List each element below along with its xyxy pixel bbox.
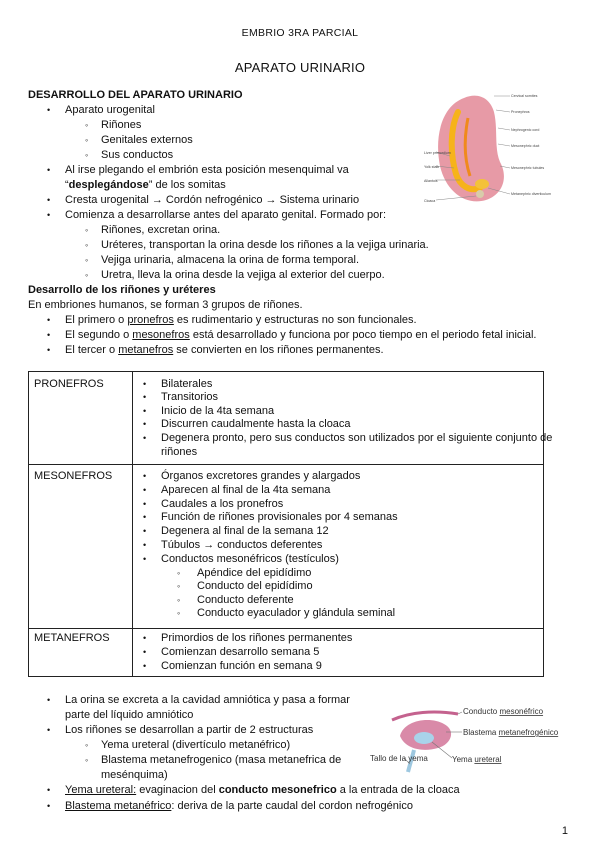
table-cell-item: Comienzan desarrollo semana 5 xyxy=(161,646,320,658)
list-item: El primero o pronefros es rudimentario y estructuras no son funcionales. xyxy=(65,314,417,326)
bullet-icon xyxy=(85,148,88,163)
list-item: Aparato urogenital xyxy=(65,104,155,116)
bullet-icon xyxy=(143,390,151,405)
list-item: Yema ureteral: evaginacion del conducto mesonefrico a la entrada de la cloaca xyxy=(65,784,460,796)
list-item: El tercer o metanefros se convierten en los riñones permanentes. xyxy=(65,344,384,356)
metanephric-diverticulum xyxy=(475,179,489,189)
figure-label: Cervical somites xyxy=(511,94,538,98)
list-item: Blastema metanefrogenico (masa metanefrica de xyxy=(101,754,342,766)
section-intro: En embriones humanos, se forman 3 grupos de riñones. xyxy=(28,299,303,311)
bullet-icon xyxy=(85,133,88,148)
bullet-icon xyxy=(47,208,55,223)
bullet-icon xyxy=(47,313,55,328)
table-cell-item: Órganos excretores grandes y alargados xyxy=(161,470,361,482)
page-header: EMBRIO 3RA PARCIAL xyxy=(241,27,359,39)
figure-label-bud: Yema ureteral xyxy=(452,755,502,764)
table-row-label: MESONEFROS xyxy=(34,470,113,482)
cloaca xyxy=(476,190,484,198)
figure-label: Pronephros xyxy=(511,110,530,114)
list-item: Vejiga urinaria, almacena la orina de forma temporal. xyxy=(101,254,360,266)
table-cell-subitem: Conducto del epidídimo xyxy=(197,580,313,592)
list-item: Comienza a desarrollarse antes del aparato genital. Formado por: xyxy=(65,209,387,221)
bullet-icon xyxy=(47,103,55,118)
page-title: APARATO URINARIO xyxy=(234,60,366,75)
table-cell-subitem: Conducto deferente xyxy=(197,594,294,606)
section-heading-rinones: Desarrollo de los riñones y uréteres xyxy=(28,284,216,296)
bullet-icon xyxy=(177,606,180,621)
mesonephric-duct xyxy=(392,712,458,720)
table-cell-item: Comienzan función en semana 9 xyxy=(161,660,322,672)
table-cell-item: Túbulos → conductos deferentes xyxy=(161,539,323,551)
figure-label: Metanephric diverticulum xyxy=(511,192,551,196)
bullet-icon xyxy=(85,223,88,238)
table-cell-item: Bilaterales xyxy=(161,378,213,390)
bullet-icon xyxy=(143,469,151,484)
bullet-icon xyxy=(143,538,151,553)
bullet-icon xyxy=(47,328,55,343)
figure-label: Yolk stalk xyxy=(424,165,440,169)
list-item-continuation: “desplegándose” de los somitas xyxy=(65,179,226,191)
bullet-icon xyxy=(47,193,55,208)
bullet-icon xyxy=(47,693,55,708)
list-item: Al irse plegando el embrión esta posición mesenquimal va xyxy=(65,164,349,176)
section-heading-desarrollo: DESARROLLO DEL APARATO URINARIO xyxy=(28,89,243,101)
table-cell-item: Transitorios xyxy=(161,391,219,403)
bullet-icon xyxy=(143,510,151,525)
list-item: Uretra, lleva la orina desde la vejiga al exterior del cuerpo. xyxy=(101,269,385,281)
table-cell-item: Discurren caudalmente hasta la cloaca xyxy=(161,418,351,430)
page-number: 1 xyxy=(561,825,568,837)
figure-label-stalk: Tallo de la yema xyxy=(370,754,428,763)
list-item: La orina se excreta a la cavidad amniótica y pasa a formar xyxy=(65,694,350,706)
list-item-continuation: parte del líquido amniótico xyxy=(65,709,194,721)
table-row-label: PRONEFROS xyxy=(34,378,104,390)
table-cell-item: Degenera pronto, pero sus conductos son utilizados por el siguiente conjunto de xyxy=(161,432,553,444)
figure-label: Cloaca xyxy=(424,199,436,203)
figure-label: Liver primordium xyxy=(424,151,451,155)
bullet-icon xyxy=(143,631,151,646)
table-cell-item: Conductos mesonéfricos (testículos) xyxy=(161,553,339,565)
bullet-icon xyxy=(143,483,151,498)
bullet-icon xyxy=(47,163,55,178)
ureteric-bud xyxy=(414,732,434,744)
bullet-icon xyxy=(177,579,180,594)
embryo-body xyxy=(438,96,504,202)
bullet-icon xyxy=(47,723,55,738)
list-item: Riñones, excretan orina. xyxy=(101,224,221,236)
embryo-figure xyxy=(424,88,560,212)
figure-label: Mesonephric duct xyxy=(511,144,540,148)
figure-label: Nephrogenic cord xyxy=(511,128,540,132)
list-item: Yema ureteral (divertículo metanéfrico) xyxy=(101,739,291,751)
table-cell-item: Inicio de la 4ta semana xyxy=(161,405,275,417)
table-divider xyxy=(29,628,543,629)
bullet-icon xyxy=(143,645,151,660)
bullet-icon xyxy=(47,343,55,358)
bullet-icon xyxy=(143,659,151,674)
bullet-icon xyxy=(143,431,151,446)
list-item: Genitales externos xyxy=(101,134,193,146)
list-item: Los riñones se desarrollan a partir de 2 estructuras xyxy=(65,724,314,736)
table-cell-subitem: Conducto eyaculador y glándula seminal xyxy=(197,607,396,619)
bullet-icon xyxy=(143,524,151,539)
figure-label-blastema: Blastema metanefrogénico xyxy=(463,728,559,737)
bullet-icon xyxy=(143,417,151,432)
table-cell-item: Caudales a los pronefros xyxy=(161,498,284,510)
table-cell-subitem: Apéndice del epidídimo xyxy=(197,567,312,579)
bullet-icon xyxy=(85,238,88,253)
list-item: Cresta urogenital → Cordón nefrogénico → Sistema urinario xyxy=(65,194,360,206)
bullet-icon xyxy=(85,738,88,753)
bullet-icon xyxy=(85,118,88,133)
figure-label: Mesonephric tubules xyxy=(511,166,545,170)
table-cell-item: Degenera al final de la semana 12 xyxy=(161,525,329,537)
list-item: Blastema metanéfrico: deriva de la parte caudal del cordon nefrogénico xyxy=(65,800,413,812)
figure-label-mesonephric: Conducto mesonéfrico xyxy=(463,707,544,716)
list-item: El segundo o mesonefros está desarrollado y funciona por poco tiempo en el periodo fetal inicial. xyxy=(65,329,537,341)
table-cell-continuation: riñones xyxy=(161,446,198,458)
table-row-label: METANEFROS xyxy=(34,632,110,644)
bullet-icon xyxy=(85,268,88,283)
ureteric-bud-figure xyxy=(370,698,570,778)
bullet-icon xyxy=(47,783,55,798)
bullet-icon xyxy=(47,799,55,814)
bullet-icon xyxy=(85,753,88,768)
table-cell-item: Función de riñones provisionales por 4 semanas xyxy=(161,511,398,523)
table-cell-item: Primordios de los riñones permanentes xyxy=(161,632,353,644)
list-item-continuation: mesénquima) xyxy=(101,769,168,781)
table-cell-item: Aparecen al final de la 4ta semana xyxy=(161,484,331,496)
table-divider xyxy=(132,372,133,676)
bullet-icon xyxy=(85,253,88,268)
list-item: Riñones xyxy=(101,119,142,131)
figure-label: Allantois xyxy=(424,179,438,183)
list-item: Uréteres, transportan la orina desde los riñones a la vejiga urinaria. xyxy=(101,239,429,251)
list-item: Sus conductos xyxy=(101,149,174,161)
bullet-icon xyxy=(143,552,151,567)
table-divider xyxy=(29,464,543,465)
